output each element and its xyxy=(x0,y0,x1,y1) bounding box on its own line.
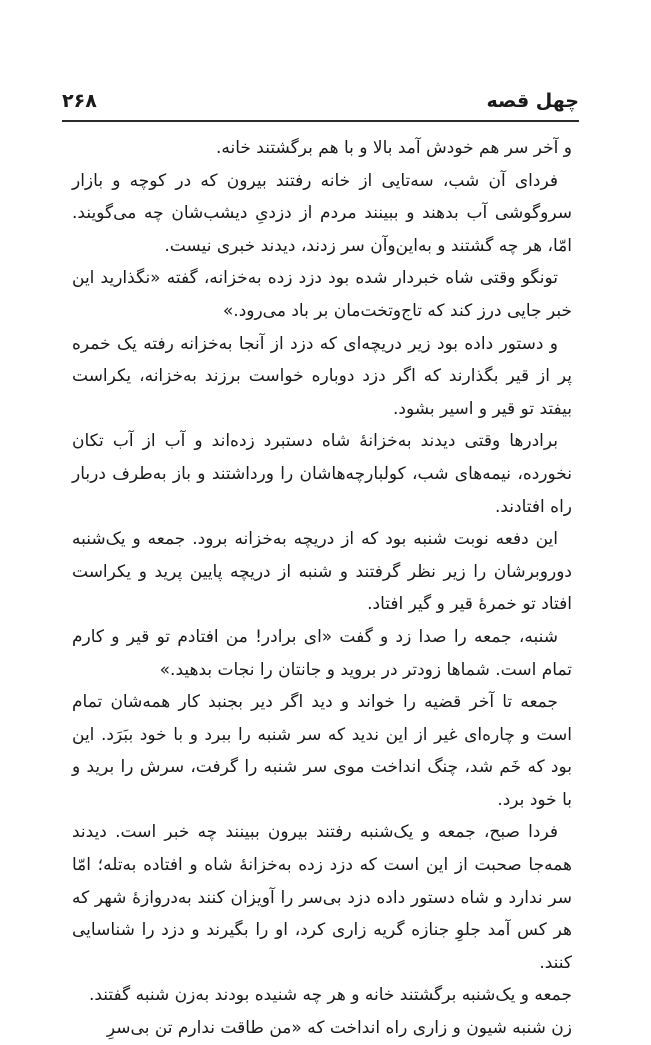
running-title: چهل قصه xyxy=(486,90,579,112)
page-header xyxy=(62,84,579,118)
page-body xyxy=(72,132,572,1039)
paragraph: زن شنبه شیون و زاری راه انداخت که «من طاقت ندارم تن بی‌سرِ xyxy=(106,1018,572,1039)
paragraph: و دستور داده بود زیر دریچه‌ای که دزد از آنجا به‌خزانه رفته یک خمره پر از قیر بگذارند که اگر دزد دوباره خواست برزند به‌خزانه، یکراست بیفتد تو قیر و اسیر بشود. xyxy=(72,333,572,419)
paragraph: این دفعه نوبت شنبه بود که از دریچه به‌خزانه برود. جمعه و یک‌شنبه دوروبرشان را زیر نظر گرفتند و شنبه از دریچه پایین پرید و یکراست افتاد تو خمرهٔ قیر و گیر افتاد. xyxy=(72,529,572,615)
page-number: ۲۶۸ xyxy=(62,90,97,112)
paragraph: فردای آن شب، سه‌تایی از خانه رفتند بیرون که در کوچه و بازار سروگوشی آب بدهند و ببینند مردم از دزدیِ دیشب‌شان چه می‌گویند. امّا، هر چه گشتند و به‌این‌وآن سر زدند، دیدند خبری نیست. xyxy=(72,170,572,256)
paragraph: شنبه، جمعه را صدا زد و گفت «ای برادر! من افتادم تو قیر و کارم تمام است. شماها زودتر در بروید و جانتان را نجات بدهید.» xyxy=(72,626,572,680)
paragraph: فردا صبح، جمعه و یک‌شنبه رفتند بیرون ببینند چه خبر است. دیدند همه‌جا صحبت از این است که دزد زده به‌خزانهٔ شاه و افتاده به‌تله؛ امّا سر ندارد و شاه دستور داده دزد بی‌سر را آویزان کنند به‌دروازهٔ شهر که هر کس آمد جلوِ جنازه گریه زاری کرد، او را بگیرند و دزد را شناسایی کنند. xyxy=(72,822,572,973)
paragraph: جمعه و یک‌شنبه برگشتند خانه و هر چه شنیده بودند به‌زن شنبه گفتند. xyxy=(88,985,572,1006)
paragraph: جمعه تا آخر قضیه را خواند و دید اگر دیر بجنبد کار همه‌شان تمام است و چاره‌ای غیر از این ندید که سر شنبه را ببرد و با خود ببَرَد. این بود که خَم شد، چنگ انداخت موی سر شنبه را گرفت، سرش را برید و با خود برد. xyxy=(72,692,572,810)
paragraph: و آخر سر هم خودش آمد بالا و با هم برگشتند خانه. xyxy=(215,138,572,158)
paragraph: برادرها وقتی دیدند به‌خزانهٔ شاه دستبرد زده‌اند و آب از آب تکان نخورده، نیمه‌های شب، کولبارچه‌هاشان را ورداشتند و باز به‌طرف دربار راه افتادند. xyxy=(72,431,572,517)
header-rule xyxy=(62,120,579,122)
paragraph: تونگو وقتی شاه خبردار شده بود دزد زده به‌خزانه، گفته «نگذارید این خبر جایی درز کند که تاج‌وتخت‌مان بر باد می‌رود.» xyxy=(72,268,572,321)
